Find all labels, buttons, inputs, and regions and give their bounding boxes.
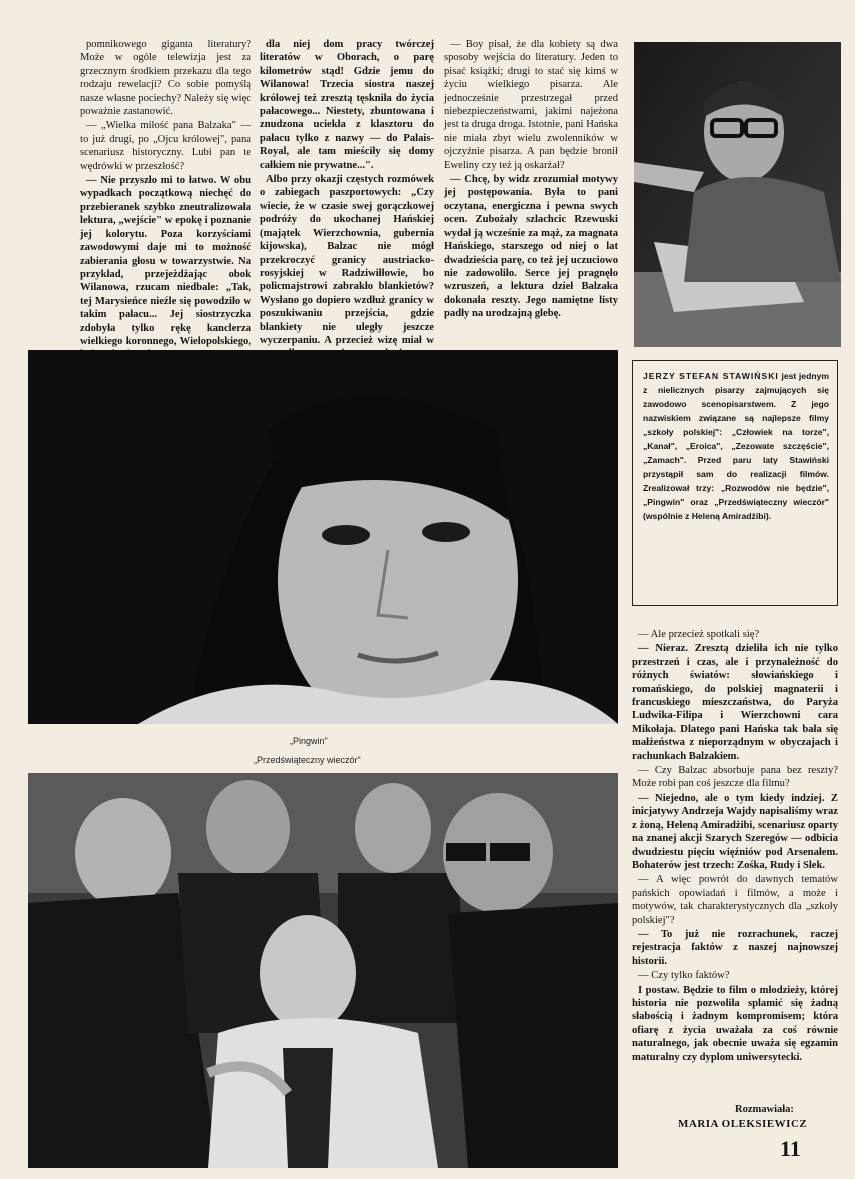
paragraph: — A więc powrót do dawnych tematów pańskich opowiadań i filmów, a może i motywów, tak charakterystycznych dla „szkoły polskiej"? xyxy=(632,874,838,926)
paragraph: — Czy Balzac absorbuje pana bez reszty? Może robi pan coś jeszcze dla filmu? xyxy=(632,765,838,790)
paragraph: — Chcę, by widz zrozumiał motywy jej postępowania. Była to pani oczytana, energiczna i pewna swych ocen. Zubożały szlachcic Rzewuski wydał ją wcześnie za mąż, za magnata Hańskiego, starszego od niej o lat dwadzieścia parę, co też jej uczuciowo nie zadowoliło. Serce jej pragnęło wzruszeń, a lektura dzieł Balzaka dokonała reszty. Jego namiętne listy padły na urodzajną glebę. xyxy=(444,174,618,320)
paragraph: dla niej dom pracy twórczej literatów w Oborach, o parę kilometrów stąd! Gdzie jemu do Wilanowa! Trzecia siostra naszej królowej też zresztą tęskniła do życia pałacowego... Niestety, zbuntowana i znudzona uciekła z klasztoru do pałacu tylko z nazwy — do Palais-Royal, ale tam mieściły się domy całkiem nie prywatne...". xyxy=(260,39,434,171)
paragraph: pomnikowego giganta literatury? Może w ogóle telewizja jest za grzecznym środkiem przekazu dla tego rodzaju rewelacji? Co sobie pomyślą nasze własne pociechy? Należy się więc poważnie zastanowić. xyxy=(80,39,251,118)
page-number: 11 xyxy=(780,1136,801,1161)
article-column-1 xyxy=(80,38,251,363)
paragraph: Albo przy okazji częstych rozmówek o zabiegach paszportowych: „Czy wiecie, że w czasie swej gorączkowej podróży do ukochanej Hańskiej (majątek Wierzchownia, gubernia kijowska), Balzac nie mógł przekroczyć granicy austriacko-rosyjskiej w Radziwiłłowie, bo policmajstrowi zabrakło blankietów? Wysłano go dopiero wzdłuż granicy w poszukiwaniu przejścia, gdzie blankiety nie uległy jeszcze wyczerpaniu. A przecież wizę miał w xyxy=(260,174,434,346)
paragraph: — Niejedno, ale o tym kiedy indziej. Z inicjatywy Andrzeja Wajdy napisaliśmy wraz z żoną, Heleną Amiradżibi, scenariusz oparty na znanej akcji Szarych Szeregów — odbicia dwudziestu pięciu więźniów pod Arsenałem. Bohaterów jest trzech: Zośka, Rudy i Slek. xyxy=(632,792,838,871)
caption-pingwin: „Pingwin" xyxy=(290,736,328,746)
paragraph: — Boy pisał, że dla kobiety są dwa sposoby wejścia do literatury. Jeden to pisać książki; drugi to stać się kimś w życiu wielkiego pisarza. Ale jednocześnie przestrzegał przed niebezpieczeństwami, jakimi najeżona jest ta druga droga. Istotnie, pani Hańska nie miała zbyt wielu zwolenników w ojczyźnie pisarza. A pan będzie bronił Eweliny czy też ją oskarżał? xyxy=(444,39,618,171)
paragraph: — Nie przyszło mi to łatwo. W obu wypadkach początkową niechęć do przebieranek szybko zneutralizowała lektura, „wejście" w epokę i poznanie jej kolorytu. Poza korzyściami zawodowymi daje mi to możność zabierania głosu w towarzystwie. Na przykład, przejeżdżając obok Wilanowa, rzucam niedbale: „Tak, tej Marysieńce nieźle się powodziło w takim pałacu... Jej siostrzyczka zdobyła tylko rękę kanclerza wielkiego koronnego, Wielopolskiego, xyxy=(80,175,251,347)
bio-author-name: JERZY STEFAN STAWIŃSKI xyxy=(643,371,779,381)
paragraph: — „Wielka miłość pana Balzaka" — to już drugi, po „Ojcu królowej", pana scenariusz historyczny. Lubi pan te wędrówki w przeszłość? xyxy=(80,120,251,172)
paragraph: — Czy tylko faktów? xyxy=(638,970,730,982)
bio-text: jest jednym z nielicznych pisarzy zajmujących się zawodowo scenopisarstwem. Z jego nazwiskiem związane są najlepsze filmy „szkoły polskiej": „Człowiek na torze", „Kanał", „Eroica", „Zezowate szczęście", „Zamach". Przed paru laty Stawiński przystąpił sam do realizacji filmów. Zrealizował trzy: „Rozwodów nie będzie", „Pingwin" oraz „Przedświąteczny wieczór" (wspólnie z Heleną Amiradżibi). xyxy=(643,371,829,521)
paragraph: — Nieraz. Zresztą dzieliła ich nie tylko przestrzeń i czas, ale i przynależność do różnych światów: słowiańskiego i romańskiego, do polskiej magnaterii i francuskiego mieszczaństwa, do Paryża Ludwika-Filipa i Wierzchowni cara Mikołaja. Dlatego pani Hańska tak bała się małżeństwa z nieporządnym w obyczajach i rachunkach Balzakiem. xyxy=(632,643,838,762)
article-column-3 xyxy=(444,38,618,322)
paragraph: — To już nie rozrachunek, raczej rejestracja faktów z naszej najnowszej historii. xyxy=(632,928,838,967)
signature-label: Rozmawiała: xyxy=(735,1104,794,1115)
photo-przedswiateczny-wieczor-group xyxy=(28,773,618,1168)
caption-przedswiateczny-wieczor: „Przedświąteczny wieczór" xyxy=(254,755,361,765)
photo-stawinski-portrait xyxy=(634,42,841,347)
signature-name: MARIA OLEKSIEWICZ xyxy=(678,1118,808,1130)
paragraph: I postaw. Będzie to film o młodzieży, której historia nie pozwoliła splamić się żadną słabością i żadnym kompromisem; która ofiarę z życia uważała za coś równie naturalnego, jak obecnie uważa się egzamin maturalny czy dyplom uniwersytecki. xyxy=(632,984,838,1063)
article-column-2 xyxy=(260,38,434,389)
photo-pingwin-actress xyxy=(28,350,618,724)
article-column-4 xyxy=(632,628,838,1065)
paragraph: — Ale przecież spotkali się? xyxy=(638,629,760,640)
author-bio-box xyxy=(632,360,838,606)
